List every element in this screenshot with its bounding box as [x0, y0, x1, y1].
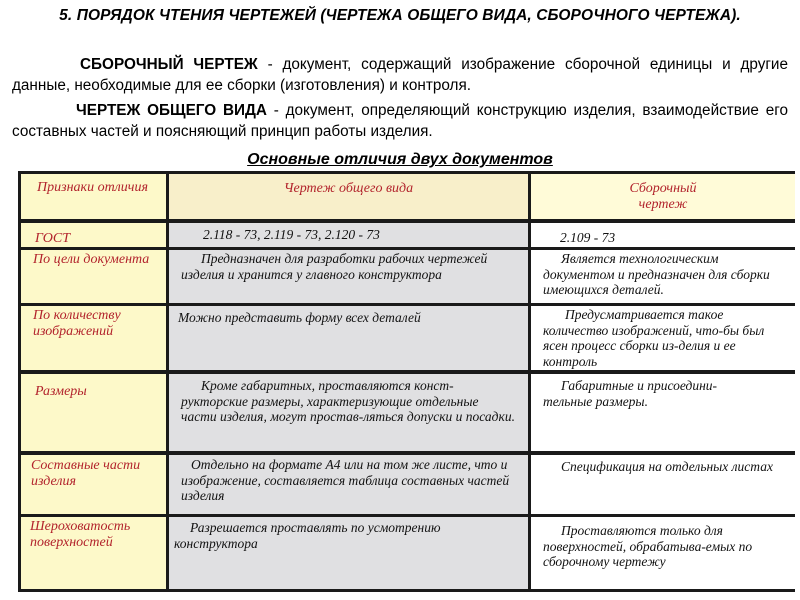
row-gost-assembly: 2.109 - 73 — [531, 223, 795, 247]
header-general: Чертеж общего вида — [169, 174, 528, 219]
row-roughness-assembly: Проставляются только для поверхностей, обрабатыва-емых по сборочному чертежу — [531, 517, 795, 589]
row-dimensions-attr: Размеры — [21, 374, 166, 451]
row-roughness-general: Разрешается проставлять по усмотрению конструктора — [169, 517, 528, 589]
header-attr: Признаки отличия — [21, 174, 166, 219]
term-assembly-drawing: СБОРОЧНЫЙ ЧЕРТЕЖ — [80, 56, 258, 73]
row-purpose-general: Предназначен для разработки рабочих чертежей изделия и хранится у главного конструктора — [169, 250, 528, 303]
definition-assembly-drawing — [12, 54, 788, 96]
definition-general-text: - документ, определяющий конструкцию изделия, взаимодействие его составных частей и поясняющий принцип работы изделия. — [12, 102, 788, 140]
definition-general-drawing — [12, 100, 788, 142]
row-dimensions-assembly: Габаритные и присоедини-тельные размеры. — [531, 374, 795, 451]
header-assembly: Сборочный чертеж — [531, 174, 795, 219]
definition-assembly-text: - документ, содержащий изображение сборочной единицы и другие данные, необходимые для ее сборки (изготовления) и контроля. — [12, 56, 788, 94]
row-roughness-attr: Шероховатость поверхностей — [21, 517, 166, 589]
row-purpose-assembly: Является технологическим документом и предназначен для сборки имеющихся деталей. — [531, 250, 795, 303]
row-images-assembly: Предусматривается такое количество изображений, что-бы был ясен процесс сборки из-делия и ее контроль — [531, 306, 795, 370]
row-dimensions-general: Кроме габаритных, проставляются конст-рукторские размеры, характеризующие отдельные части изделия, могут простав-ляться допуски и посадки. — [169, 374, 528, 451]
row-images-general: Можно представить форму всех деталей — [169, 306, 528, 370]
row-gost-general: 2.118 - 73, 2.119 - 73, 2.120 - 73 — [169, 223, 528, 247]
row-parts-assembly: Спецификация на отдельных листах — [531, 455, 795, 514]
page-title: 5. ПОРЯДОК ЧТЕНИЯ ЧЕРТЕЖЕЙ (ЧЕРТЕЖА ОБЩЕГО ВИДА, СБОРОЧНОГО ЧЕРТЕЖА). — [59, 7, 741, 24]
table-subtitle: Основные отличия двух документов — [247, 151, 553, 168]
term-general-drawing: ЧЕРТЕЖ ОБЩЕГО ВИДА — [76, 102, 267, 119]
row-parts-general: Отдельно на формате А4 или на том же листе, что и изображение, составляется таблица составных частей изделия — [169, 455, 528, 514]
row-gost-attr: ГОСТ — [21, 223, 166, 247]
comparison-table — [18, 171, 795, 592]
row-images-attr: По количеству изображений — [21, 306, 166, 370]
row-purpose-attr: По цели документа — [21, 250, 166, 303]
row-parts-attr: Составные части изделия — [21, 455, 166, 514]
